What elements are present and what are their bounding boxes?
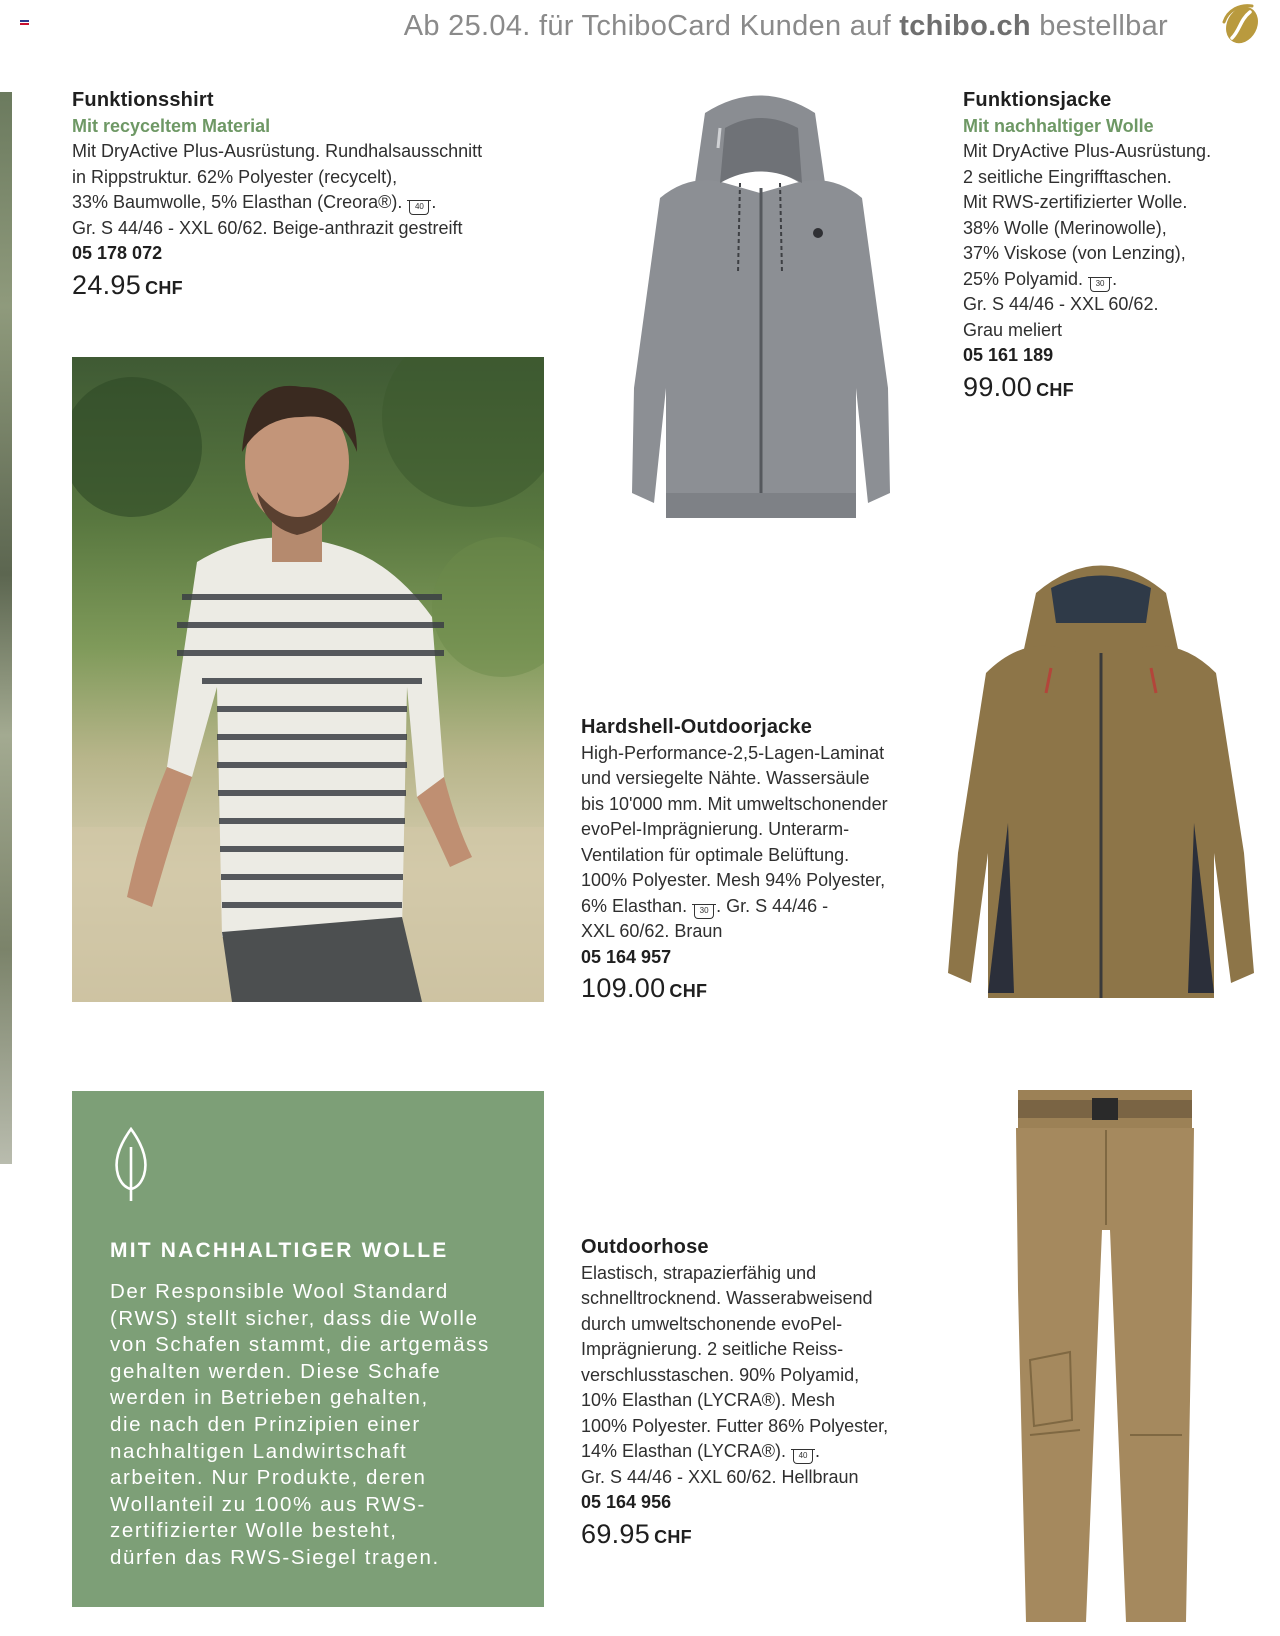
info-box-sustainable-wool bbox=[72, 1091, 544, 1607]
wash-30-icon: 30 bbox=[694, 904, 714, 919]
description-text: . Gr. S 44/46 - XXL 60/62. Braun bbox=[581, 895, 829, 941]
price-value: 24.95 bbox=[72, 269, 142, 300]
leaf-icon bbox=[110, 1127, 152, 1203]
page-header bbox=[0, 0, 1280, 60]
adjacent-page-edge bbox=[0, 92, 12, 1164]
article-number: 05 164 957 bbox=[581, 946, 672, 967]
product-title: Hardshell-Outdoorjacke bbox=[581, 716, 813, 738]
price bbox=[581, 973, 921, 1005]
currency: CHF bbox=[654, 1526, 692, 1547]
product-funktionsshirt bbox=[72, 88, 542, 301]
product-description bbox=[72, 139, 542, 241]
model-photo-striped-shirt bbox=[72, 357, 544, 1002]
article-number: 05 164 956 bbox=[581, 1492, 672, 1512]
flag-mark-icon bbox=[20, 20, 29, 27]
wash-40-icon: 40 bbox=[793, 1449, 813, 1464]
product-title: Funktionsjacke bbox=[963, 89, 1112, 111]
product-description bbox=[963, 139, 1263, 343]
currency: CHF bbox=[145, 277, 183, 298]
description-text: . Gr. S 44/46 - XXL 60/62. Beige-anthrazit gestreift bbox=[72, 192, 463, 238]
wash-30-icon: 30 bbox=[1090, 277, 1110, 292]
product-description bbox=[581, 741, 921, 945]
outdoorhose-image bbox=[1010, 1090, 1200, 1622]
wash-40-icon: 40 bbox=[409, 200, 429, 215]
product-title: Funktionsshirt bbox=[72, 89, 214, 111]
price bbox=[72, 269, 542, 302]
description-text: High-Performance-2,5-Lagen-Laminat und versiegelte Nähte. Wassersäule bis 10'000 mm. Mit umweltschonender evoPel-Imprägnierung. Unterarm- Ventilation für optimale Belüftung. 100% Polyester. Mesh 94% Polyester, 6% Elasthan. bbox=[581, 742, 888, 916]
product-outdoorhose bbox=[581, 1235, 931, 1550]
currency: CHF bbox=[669, 981, 708, 1001]
info-box-title: MIT NACHHALTIGER WOLLE bbox=[110, 1239, 449, 1262]
price-value: 109.00 bbox=[581, 973, 666, 1003]
description-text: Elastisch, strapazierfähig und schnelltrocknend. Wasserabweisend durch umweltschonende evoPel- Imprägnierung. 2 seitliche Reiss- verschlusstaschen. 90% Polyamid, 10% Elasthan (LYCRA®). Mesh 100% Polyester. Futter 86% Polyester, 14% Elasthan (LYCRA®). bbox=[581, 1262, 889, 1461]
article-number: 05 178 072 bbox=[72, 243, 163, 263]
order-notice bbox=[404, 10, 1168, 43]
notice-text-start: Ab 25.04. für TchiboCard Kunden auf bbox=[403, 10, 900, 42]
description-text: Mit DryActive Plus-Ausrüstung. Rundhalsausschnitt in Rippstruktur. 62% Polyester (recycelt), 33% Baumwolle, 5% Elasthan (Creora®). bbox=[72, 141, 483, 212]
model-illustration bbox=[72, 357, 544, 1002]
product-funktionsjacke bbox=[963, 88, 1263, 403]
product-subtitle: Mit nachhaltiger Wolle bbox=[963, 115, 1154, 136]
funktionsjacke-image bbox=[620, 88, 902, 533]
price bbox=[963, 371, 1263, 404]
shop-link[interactable]: tchibo.ch bbox=[899, 10, 1031, 42]
product-subtitle: Mit recyceltem Material bbox=[72, 115, 271, 136]
tchibo-bean-logo-icon bbox=[1218, 2, 1264, 48]
product-hardshell-outdoorjacke bbox=[581, 715, 921, 1005]
hardshell-jacket-image bbox=[946, 553, 1256, 1003]
product-description bbox=[581, 1261, 931, 1491]
price-value: 69.95 bbox=[581, 1518, 651, 1549]
currency: CHF bbox=[1036, 379, 1074, 400]
info-box-text: Der Responsible Wool Standard (RWS) stellt sicher, dass die Wolle von Schafen stammt, die artgemäss gehalten werden. Diese Schafe werden in Betrieben gehalten, die nach den Prinzipien einer nachhaltigen Landwirtschaft arbeiten. Nur Produkte, deren Wollanteil zu 100% aus RWS- zertifizierter Wolle besteht, dürfen das RWS-Siegel tragen. bbox=[110, 1280, 490, 1569]
notice-text-end: bestellbar bbox=[1030, 10, 1168, 42]
price bbox=[581, 1518, 931, 1551]
price-value: 99.00 bbox=[963, 371, 1033, 402]
description-text: . Gr. S 44/46 - XXL 60/62. Grau meliert bbox=[963, 268, 1159, 340]
article-number: 05 161 189 bbox=[963, 345, 1054, 365]
product-title: Outdoorhose bbox=[581, 1236, 709, 1258]
description-text: . Gr. S 44/46 - XXL 60/62. Hellbraun bbox=[581, 1441, 859, 1487]
description-text: Mit DryActive Plus-Ausrüstung. 2 seitliche Eingrifftaschen. Mit RWS-zertifizierter Wolle. 38% Wolle (Merinowolle), 37% Viskose (von Lenzing), 25% Polyamid. bbox=[963, 141, 1212, 289]
